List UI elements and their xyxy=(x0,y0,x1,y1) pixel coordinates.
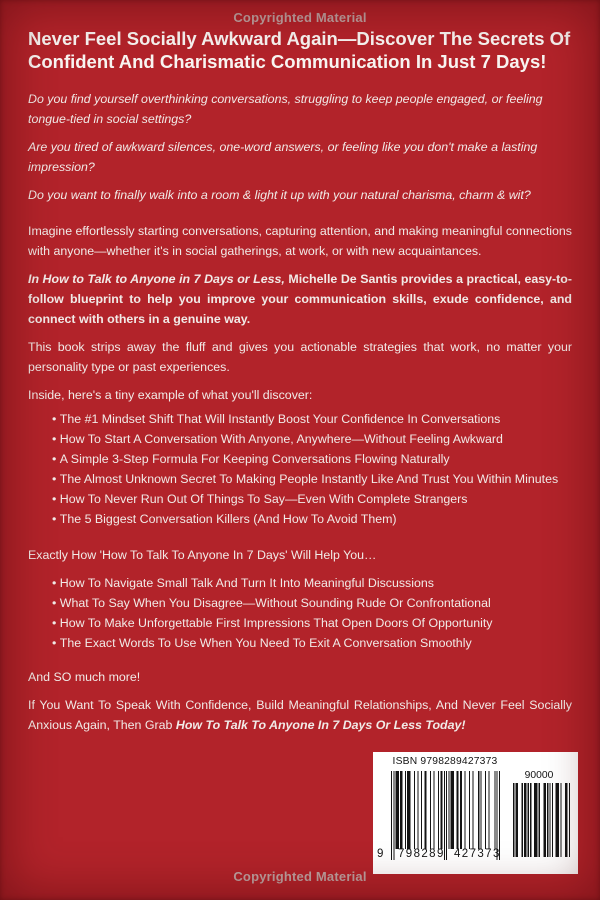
book-pitch-paragraph xyxy=(28,269,572,329)
list-item: • The 5 Biggest Conversation Killers (And How To Avoid Them) xyxy=(52,509,572,529)
headline: Never Feel Socially Awkward Again—Discover The Secrets Of Confident And Charismatic Communication In Just 7 Days! xyxy=(28,28,571,72)
list-item: • The Exact Words To Use When You Need To Exit A Conversation Smoothly xyxy=(52,633,572,653)
ean5-supplement-barcode xyxy=(512,783,570,857)
copyright-watermark-bottom: Copyrighted Material xyxy=(233,869,367,884)
list-item: • A Simple 3-Step Formula For Keeping Conversations Flowing Naturally xyxy=(52,449,572,469)
cta-text: If You Want To Speak With Confidence, Build Meaningful Relationships, And Never Feel Socially Anxious Again, Then Grab xyxy=(28,698,572,732)
barcode-box xyxy=(373,752,578,874)
call-to-action xyxy=(28,695,572,735)
hook-question-2: Are you tired of awkward silences, one-word answers, or feeling like you don't make a lasting impression? xyxy=(28,140,538,174)
hook-question-3: Do you want to finally walk into a room & light it up with your natural charisma, charm & wit? xyxy=(28,188,531,202)
list-item: • How To Make Unforgettable First Impressions That Open Doors Of Opportunity xyxy=(52,613,572,633)
isbn-label: ISBN 9798289427373 xyxy=(392,756,498,767)
barcode-lead-digit: 9 xyxy=(377,848,384,860)
fluff-paragraph: This book strips away the fluff and gives you actionable strategies that work, no matter your personality type or past experiences. xyxy=(28,340,572,374)
barcode-supplement-number: 90000 xyxy=(524,770,554,781)
discover-list xyxy=(28,409,572,529)
imagine-paragraph: Imagine effortlessly starting conversations, capturing attention, and making meaningful connections with anyone—whether it's in social gatherings, at work, or with new acquaintances. xyxy=(28,224,572,258)
book-pitch-rest: Michelle De Santis provides a practical, easy-to-follow blueprint to help you improve your communication skills, exude confidence, and connect with others in a genuine way. xyxy=(28,272,573,326)
discover-lead: Inside, here's a tiny example of what you'll discover: xyxy=(28,388,313,402)
help-list xyxy=(28,573,572,653)
barcode-digit-group-2: 427373 xyxy=(454,848,501,860)
hook-question-1: Do you find yourself overthinking conversations, struggling to keep people engaged, or feeling tongue-tied in social settings? xyxy=(28,92,543,126)
help-lead: Exactly How 'How To Talk To Anyone In 7 Days' Will Help You… xyxy=(28,548,377,562)
list-item: • How To Never Run Out Of Things To Say—Even With Complete Strangers xyxy=(52,489,572,509)
copyright-watermark-top: Copyrighted Material xyxy=(233,10,367,25)
so-much-more: And SO much more! xyxy=(28,670,141,684)
list-item: • The Almost Unknown Secret To Making People Instantly Like And Trust You Within Minutes xyxy=(52,469,572,489)
list-item: • How To Navigate Small Talk And Turn It Into Meaningful Discussions xyxy=(52,573,572,593)
list-item: • How To Start A Conversation With Anyone, Anywhere—Without Feeling Awkward xyxy=(52,429,572,449)
cta-book-title: How To Talk To Anyone In 7 Days Or Less Today! xyxy=(175,718,466,732)
list-item: • What To Say When You Disagree—Without Sounding Rude Or Confrontational xyxy=(52,593,572,613)
ean13-barcode xyxy=(391,771,500,860)
book-title-italic: In How to Talk to Anyone in 7 Days or Less, xyxy=(28,272,285,286)
list-item: • The #1 Mindset Shift That Will Instantly Boost Your Confidence In Conversations xyxy=(52,409,572,429)
barcode-digit-group-1: 798289 xyxy=(398,848,445,860)
